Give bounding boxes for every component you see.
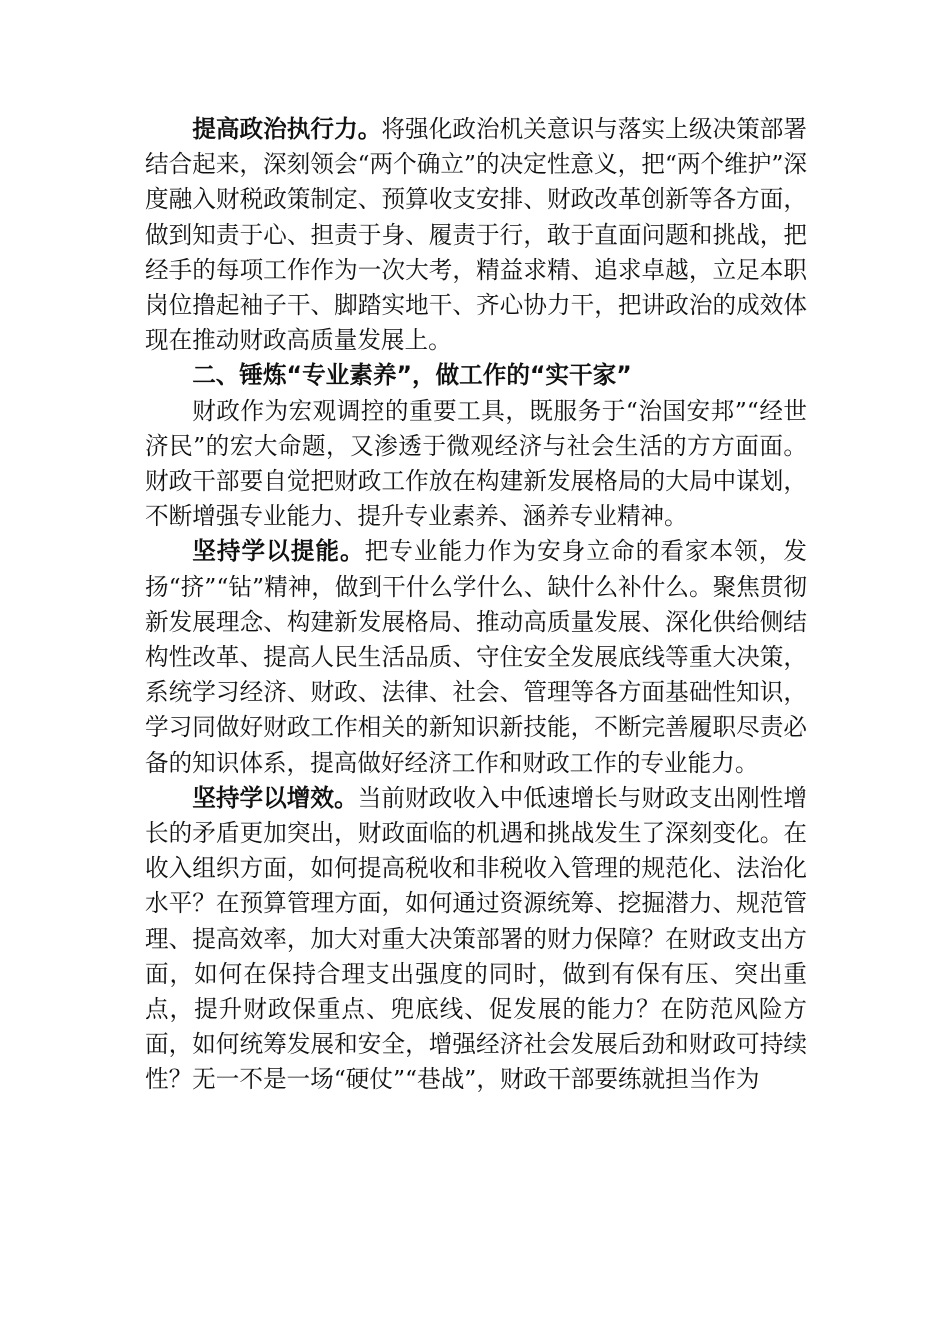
paragraph-political-execution bbox=[145, 112, 807, 358]
section-heading: 二、锤炼“专业素养”，做工作的“实干家” bbox=[192, 361, 632, 390]
paragraph-learn-efficiency bbox=[145, 781, 807, 1098]
document-page bbox=[145, 112, 807, 1098]
paragraph-learn-ability bbox=[145, 534, 807, 780]
paragraph-text: 财政作为宏观调控的重要工具，既服务于“治国安邦”“经世济民”的宏大命题，又渗透于微观经济与社会生活的方方面面。财政干部要自觉把财政工作放在构建新发展格局的大局中谋划，不断增强专业能力、提升专业素养、涵养专业精神。 bbox=[145, 396, 807, 531]
paragraph-text: 将强化政治机关意识与落实上级决策部署结合起来，深刻领会“两个确立”的决定性意义，把“两个维护”深度融入财税政策制定、预算收支安排、财政改革创新等各方面，做到知责于心、担责于身、履责于行，敢于直面问题和挑战，把经手的每项工作作为一次大考，精益求精、追求卓越，立足本职岗位撸起袖子干、脚踏实地干、齐心协力干，把讲政治的成效体现在推动财政高质量发展上。 bbox=[145, 115, 808, 355]
paragraph-lead: 坚持学以提能。 bbox=[192, 537, 365, 566]
paragraph-finance-role bbox=[145, 394, 807, 535]
paragraph-text: 把专业能力作为安身立命的看家本领，发扬“挤”“钻”精神，做到干什么学什么、缺什么补什么。聚焦贯彻新发展理念、构建新发展格局、推动高质量发展、深化供给侧结构性改革、提高人民生活品质、守住安全发展底线等重大决策，系统学习经济、财政、法律、社会、管理等各方面基础性知识，学习同做好财政工作相关的新知识新技能，不断完善履职尽责必备的知识体系，提高做好经济工作和财政工作的专业能力。 bbox=[145, 537, 808, 777]
paragraph-lead: 坚持学以增效。 bbox=[192, 783, 358, 812]
paragraph-lead: 提高政治执行力。 bbox=[192, 115, 382, 143]
paragraph-text: 当前财政收入中低速增长与财政支出刚性增长的矛盾更加突出，财政面临的机遇和挑战发生了深刻变化。在收入组织方面，如何提高税收和非税收入管理的规范化、法治化水平？在预算管理方面，如何通过资源统筹、挖掘潜力、规范管理、提高效率，加大对重大决策部署的财力保障？在财政支出方面，如何在保持合理支出强度的同时，做到有保有压、突出重点，提升财政保重点、兜底线、促发展的能力？在防范风险方面，如何统筹发展和安全，增强经济社会发展后劲和财政可持续性？无一不是一场“硬仗”“巷战”，财政干部要练就担当作为 bbox=[145, 783, 808, 1094]
